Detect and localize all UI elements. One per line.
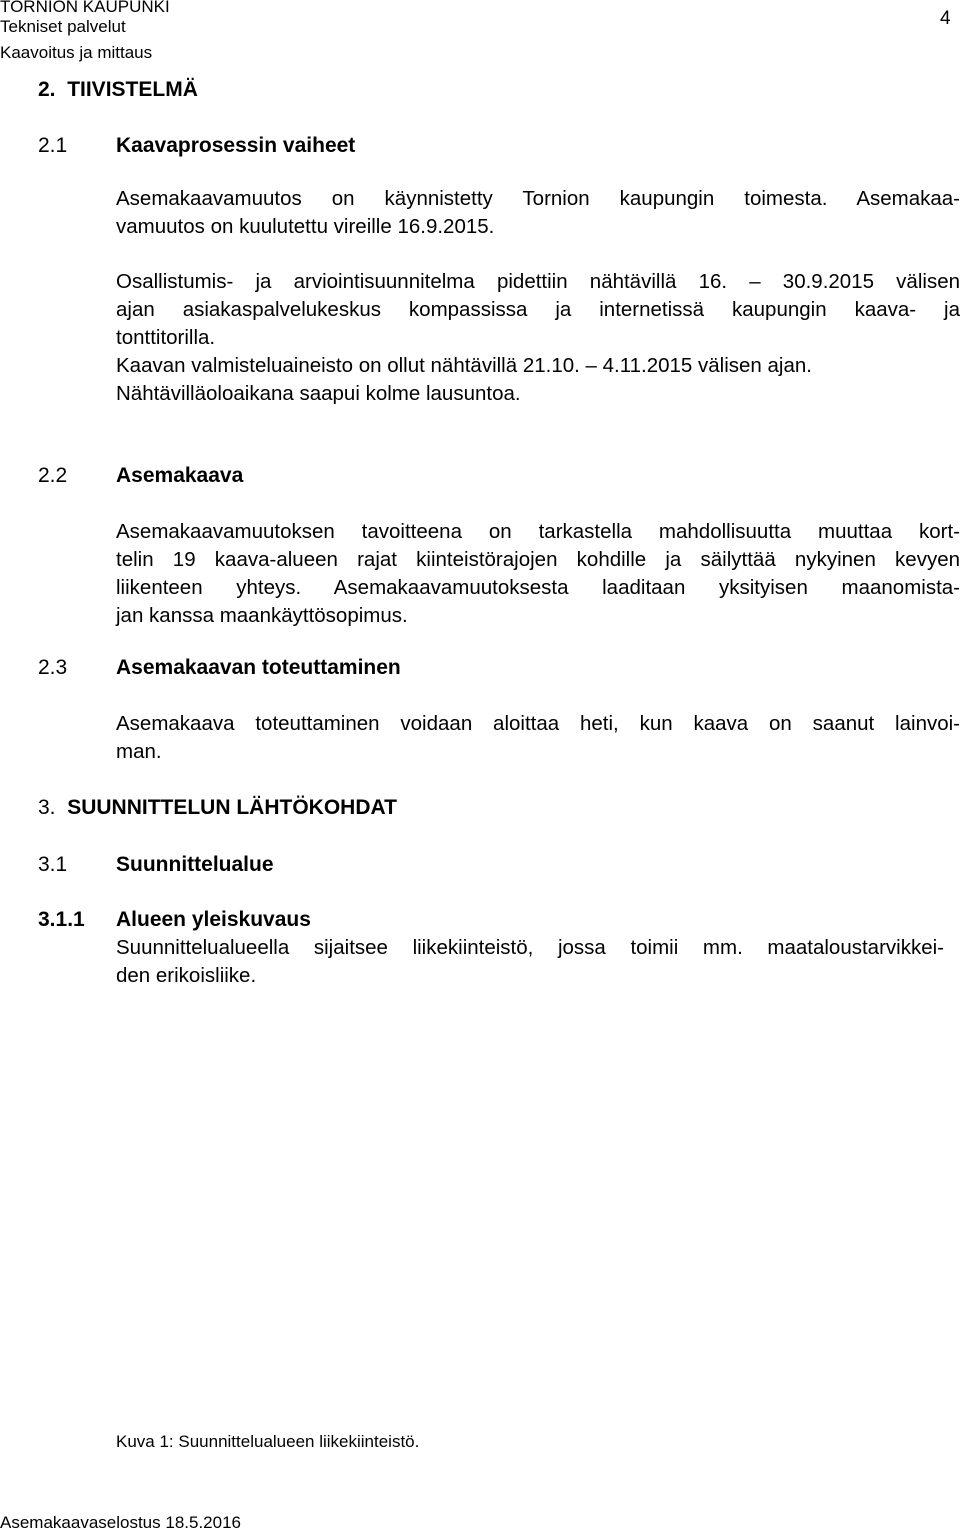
paragraph-line: vamuutos on kuulutettu vireille 16.9.2015.: [116, 215, 495, 238]
subsection-title: Asemakaavan toteuttaminen: [116, 656, 401, 679]
paragraph-line: Asemakaavamuutos on käynnistetty Tornion kaupungin toimesta. Asemakaa-: [116, 187, 960, 210]
paragraph-line: tonttitorilla.: [116, 326, 216, 349]
org-line-2: Tekniset palvelut: [0, 17, 126, 36]
section-title: SUUNNITTELUN LÄHTÖKOHDAT: [67, 796, 397, 819]
subsection-title: Asemakaava: [116, 464, 244, 487]
subsection-title: Suunnittelualue: [116, 853, 274, 876]
paragraph-line: telin 19 kaava-alueen rajat kiinteistörajojen kohdille ja säilyttää nykyinen kevyen: [116, 548, 960, 571]
paragraph-line: jan kanssa maankäyttösopimus.: [116, 604, 408, 627]
paragraph-line: ajan asiakaspalvelukeskus kompassissa ja internetissä kaupungin kaava- ja: [116, 298, 960, 321]
section-number: 3.: [38, 796, 56, 819]
section-title: TIIVISTELMÄ: [67, 78, 198, 101]
subsection-number: [38, 464, 67, 488]
subsection-number: [38, 853, 67, 877]
section-heading: [38, 78, 198, 102]
paragraph: [116, 268, 960, 352]
section-number: 2.: [38, 78, 56, 101]
paragraph-line: Suunnittelualueella sijaitsee liikekiinteistö, jossa toimii mm. maataloustarvikkei-: [116, 936, 944, 959]
page-footer: Asemakaavaselostus 18.5.2016: [0, 1513, 241, 1532]
org-line-1: TORNION KAUPUNKI: [0, 0, 170, 16]
subsection-number: [38, 656, 67, 680]
figure-caption: Kuva 1: Suunnittelualueen liikekiinteistö.: [116, 1432, 420, 1451]
subsubsection-number: 3.1.1: [38, 908, 85, 931]
subsection-title: Kaavaprosessin vaiheet: [116, 134, 356, 157]
paragraph: [116, 710, 960, 766]
subsection-number-text: 2.3: [38, 656, 68, 679]
paragraph: [116, 185, 960, 241]
page-number: 4: [940, 8, 951, 29]
section-heading: [38, 796, 397, 820]
paragraph: [116, 934, 944, 990]
paragraph-line: Nähtävilläoloaikana saapui kolme lausuntoa.: [116, 382, 521, 405]
subsubsection-title: Alueen yleiskuvaus: [116, 908, 311, 931]
org-line-3: Kaavoitus ja mittaus: [0, 43, 153, 62]
paragraph-line: Osallistumis- ja arviointisuunnitelma pidettiin nähtävillä 16. – 30.9.2015 välisen: [116, 270, 960, 293]
subsection-number: 2.1: [38, 134, 68, 157]
paragraph-line: den erikoisliike.: [116, 964, 257, 987]
paragraph: [116, 352, 960, 408]
paragraph-line: man.: [116, 740, 162, 763]
paragraph: [116, 518, 960, 630]
paragraph-line: liikenteen yhteys. Asemakaavamuutoksesta laaditaan yksityisen maanomista-: [116, 576, 960, 599]
paragraph-line: Asemakaava toteuttaminen voidaan aloittaa heti, kun kaava on saanut lainvoi-: [116, 712, 960, 735]
subsection-number-text: 2.2: [38, 464, 68, 487]
paragraph-line: Asemakaavamuutoksen tavoitteena on tarkastella mahdollisuutta muuttaa kort-: [116, 520, 960, 543]
paragraph-line: Kaavan valmisteluaineisto on ollut nähtävillä 21.10. – 4.11.2015 välisen ajan.: [116, 354, 812, 377]
subsection-number-text: 3.1: [38, 853, 68, 876]
subsection-heading: [38, 134, 67, 158]
